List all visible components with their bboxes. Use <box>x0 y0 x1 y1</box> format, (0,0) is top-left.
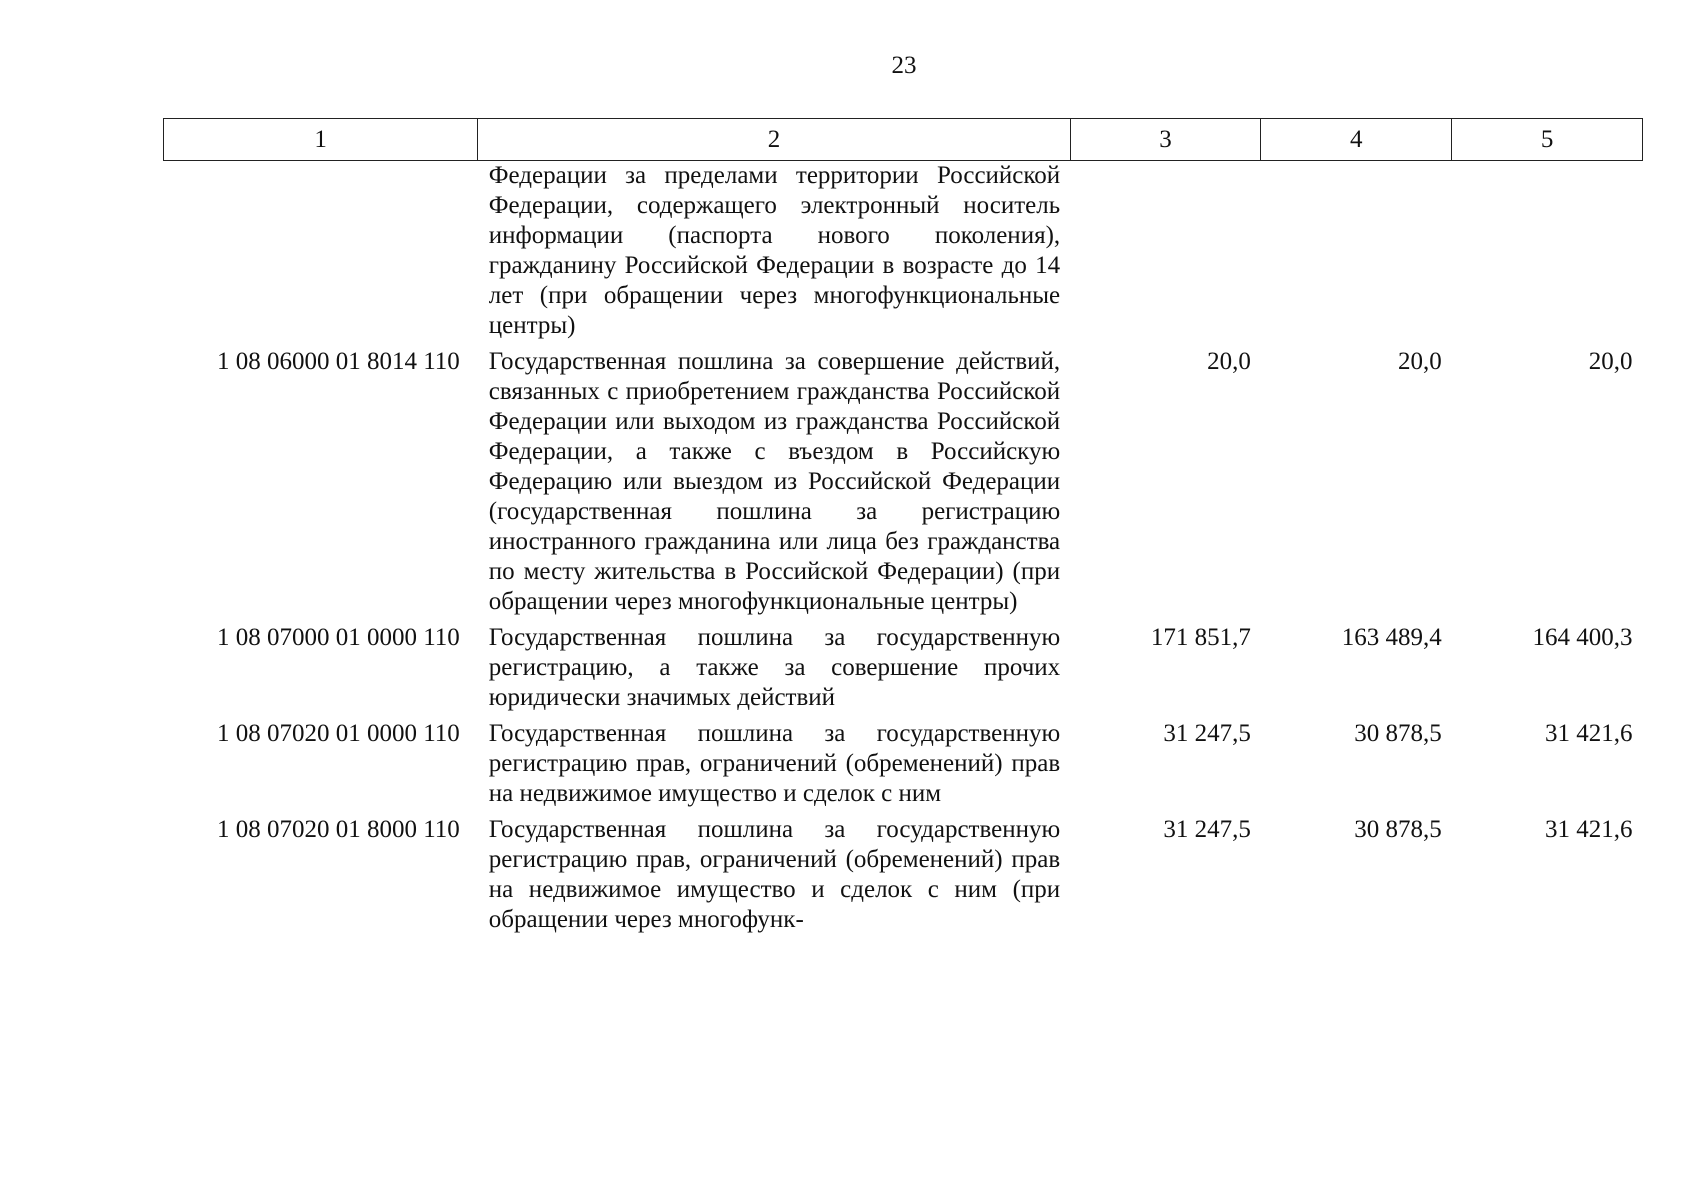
value-col-3: 31 247,5 <box>1163 816 1251 843</box>
budget-code: 1 08 07000 01 0000 110 <box>216 624 460 651</box>
table-header <box>164 119 1643 161</box>
table-row <box>164 719 1643 815</box>
value-col-4 <box>1261 161 1452 348</box>
revenue-description: Государственная пошлина за государственную регистрацию прав, ограничений (обременений) прав на недвижимое имущество и сделок с ним (при обращении через многофунк- <box>488 816 1061 933</box>
value-col-5 <box>1452 161 1643 348</box>
budget-code: 1 08 07020 01 0000 110 <box>216 720 460 747</box>
revenue-description: Федерации за пределами территории Российской Федерации, содержащего электронный носитель информации (паспорта нового поколения), гражданину Российской Федерации в возрасте до 14 лет (при обращении через многофункциональные центры) <box>488 162 1061 339</box>
value-col-4: 163 489,4 <box>1341 624 1442 651</box>
value-col-3: 171 851,7 <box>1150 624 1251 651</box>
value-col-5: 20,0 <box>1588 348 1633 375</box>
column-header-2: 2 <box>478 119 1070 161</box>
table-row <box>164 623 1643 719</box>
column-header-5: 5 <box>1452 119 1643 161</box>
revenue-description: Государственная пошлина за государственную регистрацию прав, ограничений (обременений) прав на недвижимое имущество и сделок с ним <box>488 720 1061 807</box>
table-row <box>164 161 1643 348</box>
budget-revenue-table <box>163 118 1643 941</box>
column-number-row <box>164 119 1643 161</box>
revenue-description: Государственная пошлина за совершение действий, связанных с приобретением гражданства Российской Федерации или выходом из гражданства Российской Федерации, а также с въездом в Российскую Федерацию или выездом из Российской Федерации (государственная пошлина за регистрацию иностранного гражданина или лица без гражданства по месту жительства в Российской Федерации) (при обращении через многофункциональные центры) <box>488 348 1061 615</box>
value-col-5: 164 400,3 <box>1532 624 1633 651</box>
value-col-4: 30 878,5 <box>1354 816 1442 843</box>
table-body <box>164 161 1643 942</box>
budget-code <box>164 161 478 348</box>
table-row <box>164 815 1643 941</box>
column-header-3: 3 <box>1070 119 1261 161</box>
table-row <box>164 347 1643 623</box>
value-col-3: 31 247,5 <box>1163 720 1251 747</box>
value-col-4: 30 878,5 <box>1354 720 1442 747</box>
value-col-4: 20,0 <box>1397 348 1442 375</box>
value-col-5: 31 421,6 <box>1545 816 1633 843</box>
value-col-3: 20,0 <box>1207 348 1251 375</box>
budget-code: 1 08 07020 01 8000 110 <box>216 816 460 843</box>
value-col-5: 31 421,6 <box>1545 720 1633 747</box>
revenue-description: Государственная пошлина за государственную регистрацию, а также за совершение прочих юридически значимых действий <box>488 624 1061 711</box>
value-col-3 <box>1070 161 1261 348</box>
page-number: 23 <box>891 52 917 79</box>
column-header-1: 1 <box>164 119 478 161</box>
budget-code: 1 08 06000 01 8014 110 <box>216 348 460 375</box>
column-header-4: 4 <box>1261 119 1452 161</box>
